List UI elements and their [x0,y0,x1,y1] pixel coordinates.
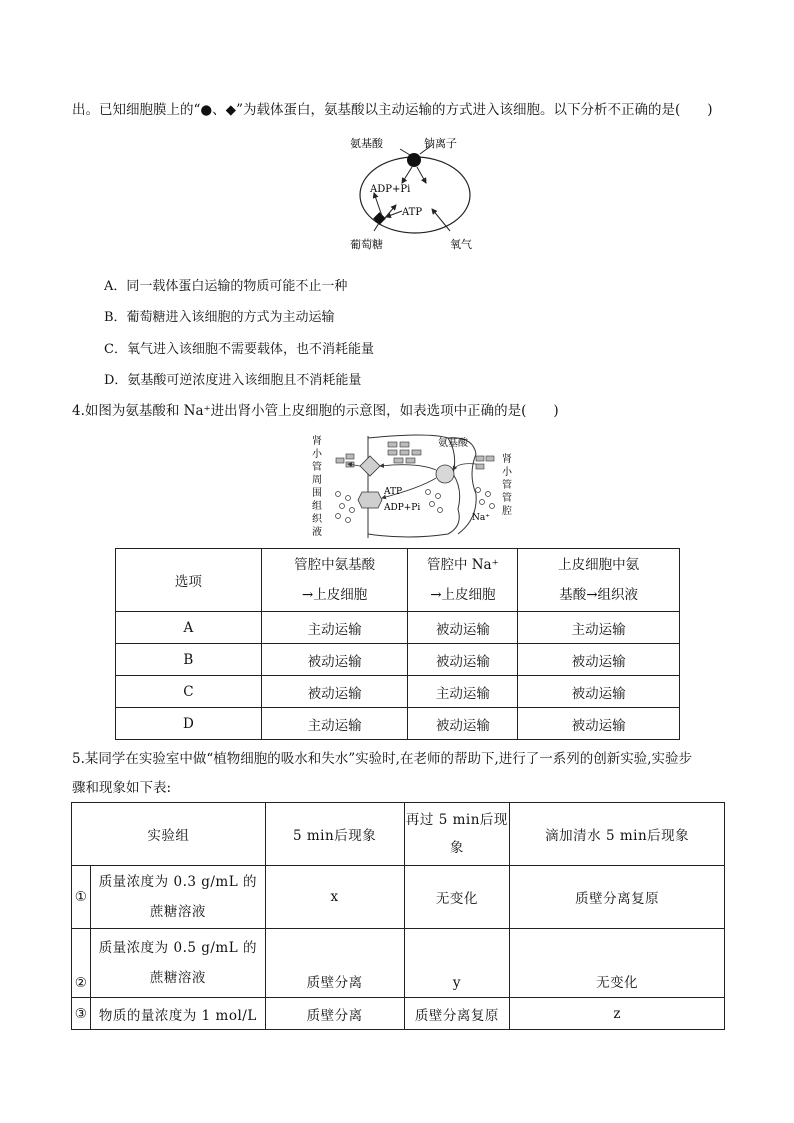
q3-option-b: B．葡萄糖进入该细胞的方式为主动运输 [104,310,335,325]
table-cell: 质壁分离 [265,998,404,1030]
q3-stem: 出。已知细胞膜上的“●、◆”为载体蛋白，氨基酸以主动运输的方式进入该细胞。以下分析不正确的是( ) [72,102,713,118]
row-number: ① [72,866,91,929]
q5-stem-line1: 5.某同学在实验室中做“植物细胞的吸水和失水”实验时,在老师的帮助下,进行了一系列的创新实验,实验步 [72,751,693,767]
table-row [116,612,680,644]
amino-acid-label-fig2: 氨基酸 [438,438,468,449]
svg-text:肾: 肾 [502,454,512,465]
table-header-row [116,549,680,612]
svg-text:组: 组 [312,501,322,512]
table-header-row [72,803,725,866]
table-cell: 主动运输 [261,708,408,740]
adp-pi-label-fig2: ADP+Pi [384,503,421,513]
table-cell: 被动运输 [261,644,408,676]
pump-hexagon-icon [358,492,382,508]
row-number: ③ [72,998,91,1030]
svg-text:小: 小 [502,467,512,478]
q3-option-d: D．氨基酸可逆浓度进入该细胞且不消耗能量 [104,373,362,388]
table-cell: 被动运输 [408,612,518,644]
atp-label: ATP [402,207,423,218]
table-cell: 被动运输 [408,644,518,676]
interstitial-fluid-label [312,434,323,538]
q3-option-c: C．氧气进入该细胞不需要载体，也不消耗能量 [104,342,374,357]
q5-experiment-table [71,802,725,1030]
table-cell: 无变化 [404,866,510,929]
atp-label-fig2: ATP [384,487,403,497]
q3-option-a: A．同一载体蛋白运输的物质可能不止一种 [104,279,348,294]
table-cell: z [510,998,725,1030]
sodium-ion-label: 钠离子 [424,137,457,150]
carrier-diamond-icon [360,456,380,476]
svg-text:管: 管 [502,480,512,491]
table-cell: 被动运输 [408,708,518,740]
table-cell: x [265,866,404,929]
header-amino-to-cell: 管腔中氨基酸 →上皮细胞 [261,549,408,612]
q4-stem: 4.如图为氨基酸和 Na⁺进出肾小管上皮细胞的示意图，如表选项中正确的是( ) [72,403,559,419]
kidney-tubule-figure [308,434,518,540]
table-row [116,644,680,676]
row-number: ② [72,929,91,998]
amino-acid-label: 氨基酸 [350,137,383,150]
table-cell: 被动运输 [518,644,680,676]
row-label: D [116,708,262,740]
q4-options-table [115,548,680,740]
na-label-fig2: Na⁺ [472,513,490,523]
svg-text:肾: 肾 [312,436,322,447]
table-cell: 质壁分离复原 [404,998,510,1030]
svg-text:周: 周 [312,475,322,486]
table-cell: 质壁分离 [265,929,404,998]
table-cell: 主动运输 [261,612,408,644]
round-carrier-protein-icon [407,153,421,167]
oxygen-label: 氧气 [450,238,472,251]
table-cell: 被动运输 [518,676,680,708]
svg-text:织: 织 [312,514,322,525]
tubule-lumen-label [502,452,513,517]
table-row [72,998,725,1030]
table-cell: y [404,929,510,998]
row-label: B [116,644,262,676]
table-row [72,929,725,998]
row-label: C [116,676,262,708]
cotransporter-circle-icon [436,465,454,483]
header-option: 选项 [116,549,262,612]
glucose-label: 葡萄糖 [350,238,383,251]
header-after-water: 滴加清水 5 min后现象 [510,803,725,866]
q5-stem-line2: 骤和现象如下表: [72,780,172,796]
row-label: A [116,612,262,644]
svg-text:腔: 腔 [502,506,512,517]
svg-text:管: 管 [502,493,512,504]
header-after-another-5min: 再过 5 min后现象 [404,803,510,866]
table-row [72,866,725,929]
group-cell: 质量浓度为 0.3 g/mL 的 蔗糖溶液 [90,866,265,929]
table-row [116,708,680,740]
header-after-5min: 5 min后现象 [265,803,404,866]
cell-transport-figure [350,127,480,257]
table-cell: 主动运输 [518,612,680,644]
svg-text:管: 管 [312,462,322,473]
svg-text:围: 围 [312,488,322,499]
header-amino-to-fluid: 上皮细胞中氨 基酸→组织液 [518,549,680,612]
svg-text:小: 小 [312,449,322,460]
table-cell: 被动运输 [518,708,680,740]
header-group: 实验组 [72,803,266,866]
header-na-to-cell: 管腔中 Na⁺ →上皮细胞 [408,549,518,612]
table-cell: 被动运输 [261,676,408,708]
adp-pi-label: ADP+Pi [370,184,411,195]
table-cell: 无变化 [510,929,725,998]
group-cell: 质量浓度为 0.5 g/mL 的 蔗糖溶液 [90,929,265,998]
table-cell: 主动运输 [408,676,518,708]
table-row [116,676,680,708]
table-cell: 质壁分离复原 [510,866,725,929]
svg-text:液: 液 [312,527,322,538]
group-cell: 物质的量浓度为 1 mol/L [90,998,265,1030]
